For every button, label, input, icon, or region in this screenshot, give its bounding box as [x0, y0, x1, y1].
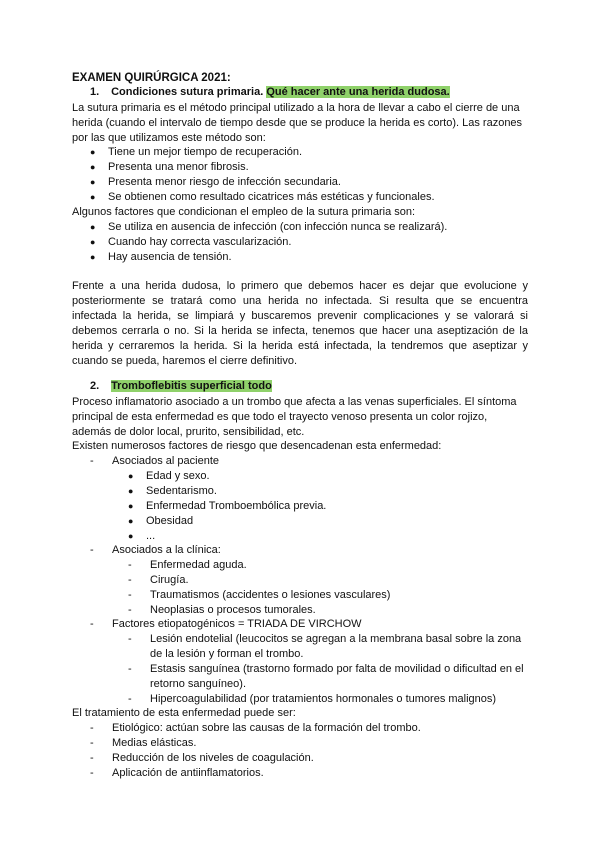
- risk-etio-group: [90, 617, 362, 632]
- risk-factors-intro: Existen numerosos factores de riesgo que desencadenan esta enfermedad:: [72, 440, 442, 452]
- section-1-intro: La sutura primaria es el método principal utilizado a la hora de llevar a cabo el cierre de una herida (cuando el intervalo de tiempo desde que se produce la herida es corto). Las razones por las que utilizamos este método son:: [72, 102, 523, 144]
- list-item: - Neoplasias o procesos tumorales.: [128, 603, 390, 618]
- list-item: ● Obesidad: [128, 514, 326, 529]
- list-item: - Etiológico: actúan sobre las causas de la formación del trombo.: [90, 721, 421, 736]
- list-item: - Cirugía.: [128, 573, 390, 588]
- list-item: - Traumatismos (accidentes o lesiones vasculares): [128, 588, 390, 603]
- treatment-intro: El tratamiento de esta enfermedad puede ser:: [72, 707, 296, 719]
- document-title: EXAMEN QUIRÚRGICA 2021:: [72, 72, 231, 84]
- section-1-title: Condiciones sutura primaria.: [111, 86, 264, 98]
- list-item: - Asociados a la clínica:: [90, 543, 221, 558]
- factors-intro: Algunos factores que condicionan el empleo de la sutura primaria son:: [72, 206, 416, 218]
- treatment-list: [90, 721, 421, 781]
- section-2-intro: Proceso inflamatorio asociado a un trombo que afecta a las venas superficiales. El síntoma principal de esta enfermedad es que todo el trayecto venoso presenta un color rojizo, además de dolor local, prurito, sensibilidad, etc.: [72, 396, 517, 438]
- list-item: ● Enfermedad Tromboembólica previa.: [128, 499, 326, 514]
- list-item: - Aplicación de antiinflamatorios.: [90, 766, 421, 781]
- list-item: ● ...: [128, 529, 326, 544]
- section-1-heading: [90, 86, 450, 98]
- list-item: - Enfermedad aguda.: [128, 558, 390, 573]
- list-item: ● Se obtienen como resultado cicatrices más estéticas y funcionales.: [90, 190, 435, 205]
- list-item: - Hipercoagulabilidad (por tratamientos hormonales o tumores malignos): [128, 692, 528, 707]
- doubtful-wound-paragraph: Frente a una herida dudosa, lo primero que debemos hacer es dejar que evolucione y posteriormente se tratará como una herida no infectada. Si resulta que se encuentra infectada la herida, se limpiará y buscaremos prevenir complicaciones y se valorará si debemos cerrarla o no. Si la herida se infecta, tenemos que hacer una aseptización de la herida y cerraremos la herida. Si la herida está infectada, la tendremos que aseptizar y cuando se pueda, haremos el cierre definitivo.: [72, 280, 528, 367]
- section-1-highlight: Qué hacer ante una herida dudosa.: [266, 86, 450, 98]
- list-item: - Lesión endotelial (leucocitos se agregan a la membrana basal sobre la zona de la lesión y forman el trombo.: [128, 632, 528, 662]
- virchow-triad-list: [128, 632, 528, 707]
- list-item: ● Cuando hay correcta vascularización.: [90, 235, 447, 250]
- list-item: ● Sedentarismo.: [128, 484, 326, 499]
- section-1-number: 1.: [90, 86, 100, 98]
- list-item: - Asociados al paciente: [90, 454, 219, 469]
- risk-clinic-group: [90, 543, 221, 558]
- list-item: - Factores etiopatogénicos = TRIADA DE VIRCHOW: [90, 617, 362, 632]
- list-item: - Medias elásticas.: [90, 736, 421, 751]
- clinic-factors-list: [128, 558, 390, 618]
- list-item: - Estasis sanguínea (trastorno formado por falta de movilidad o dificultad en el retorno sanguíneo).: [128, 662, 528, 692]
- list-item: ● Se utiliza en ausencia de infección (con infección nunca se realizará).: [90, 220, 447, 235]
- list-item: ● Presenta menor riesgo de infección secundaria.: [90, 175, 435, 190]
- reasons-list: [90, 145, 435, 205]
- section-2-highlight: Tromboflebitis superficial todo: [111, 380, 272, 392]
- list-item: ● Tiene un mejor tiempo de recuperación.: [90, 145, 435, 160]
- list-item: ● Presenta una menor fibrosis.: [90, 160, 435, 175]
- section-2-heading: [90, 380, 272, 392]
- section-2-number: 2.: [90, 380, 100, 392]
- list-item: - Reducción de los niveles de coagulación.: [90, 751, 421, 766]
- patient-factors-list: [128, 469, 326, 544]
- risk-patient-group: [90, 454, 219, 469]
- list-item: ● Hay ausencia de tensión.: [90, 250, 447, 265]
- list-item: ● Edad y sexo.: [128, 469, 326, 484]
- factors-list: [90, 220, 447, 265]
